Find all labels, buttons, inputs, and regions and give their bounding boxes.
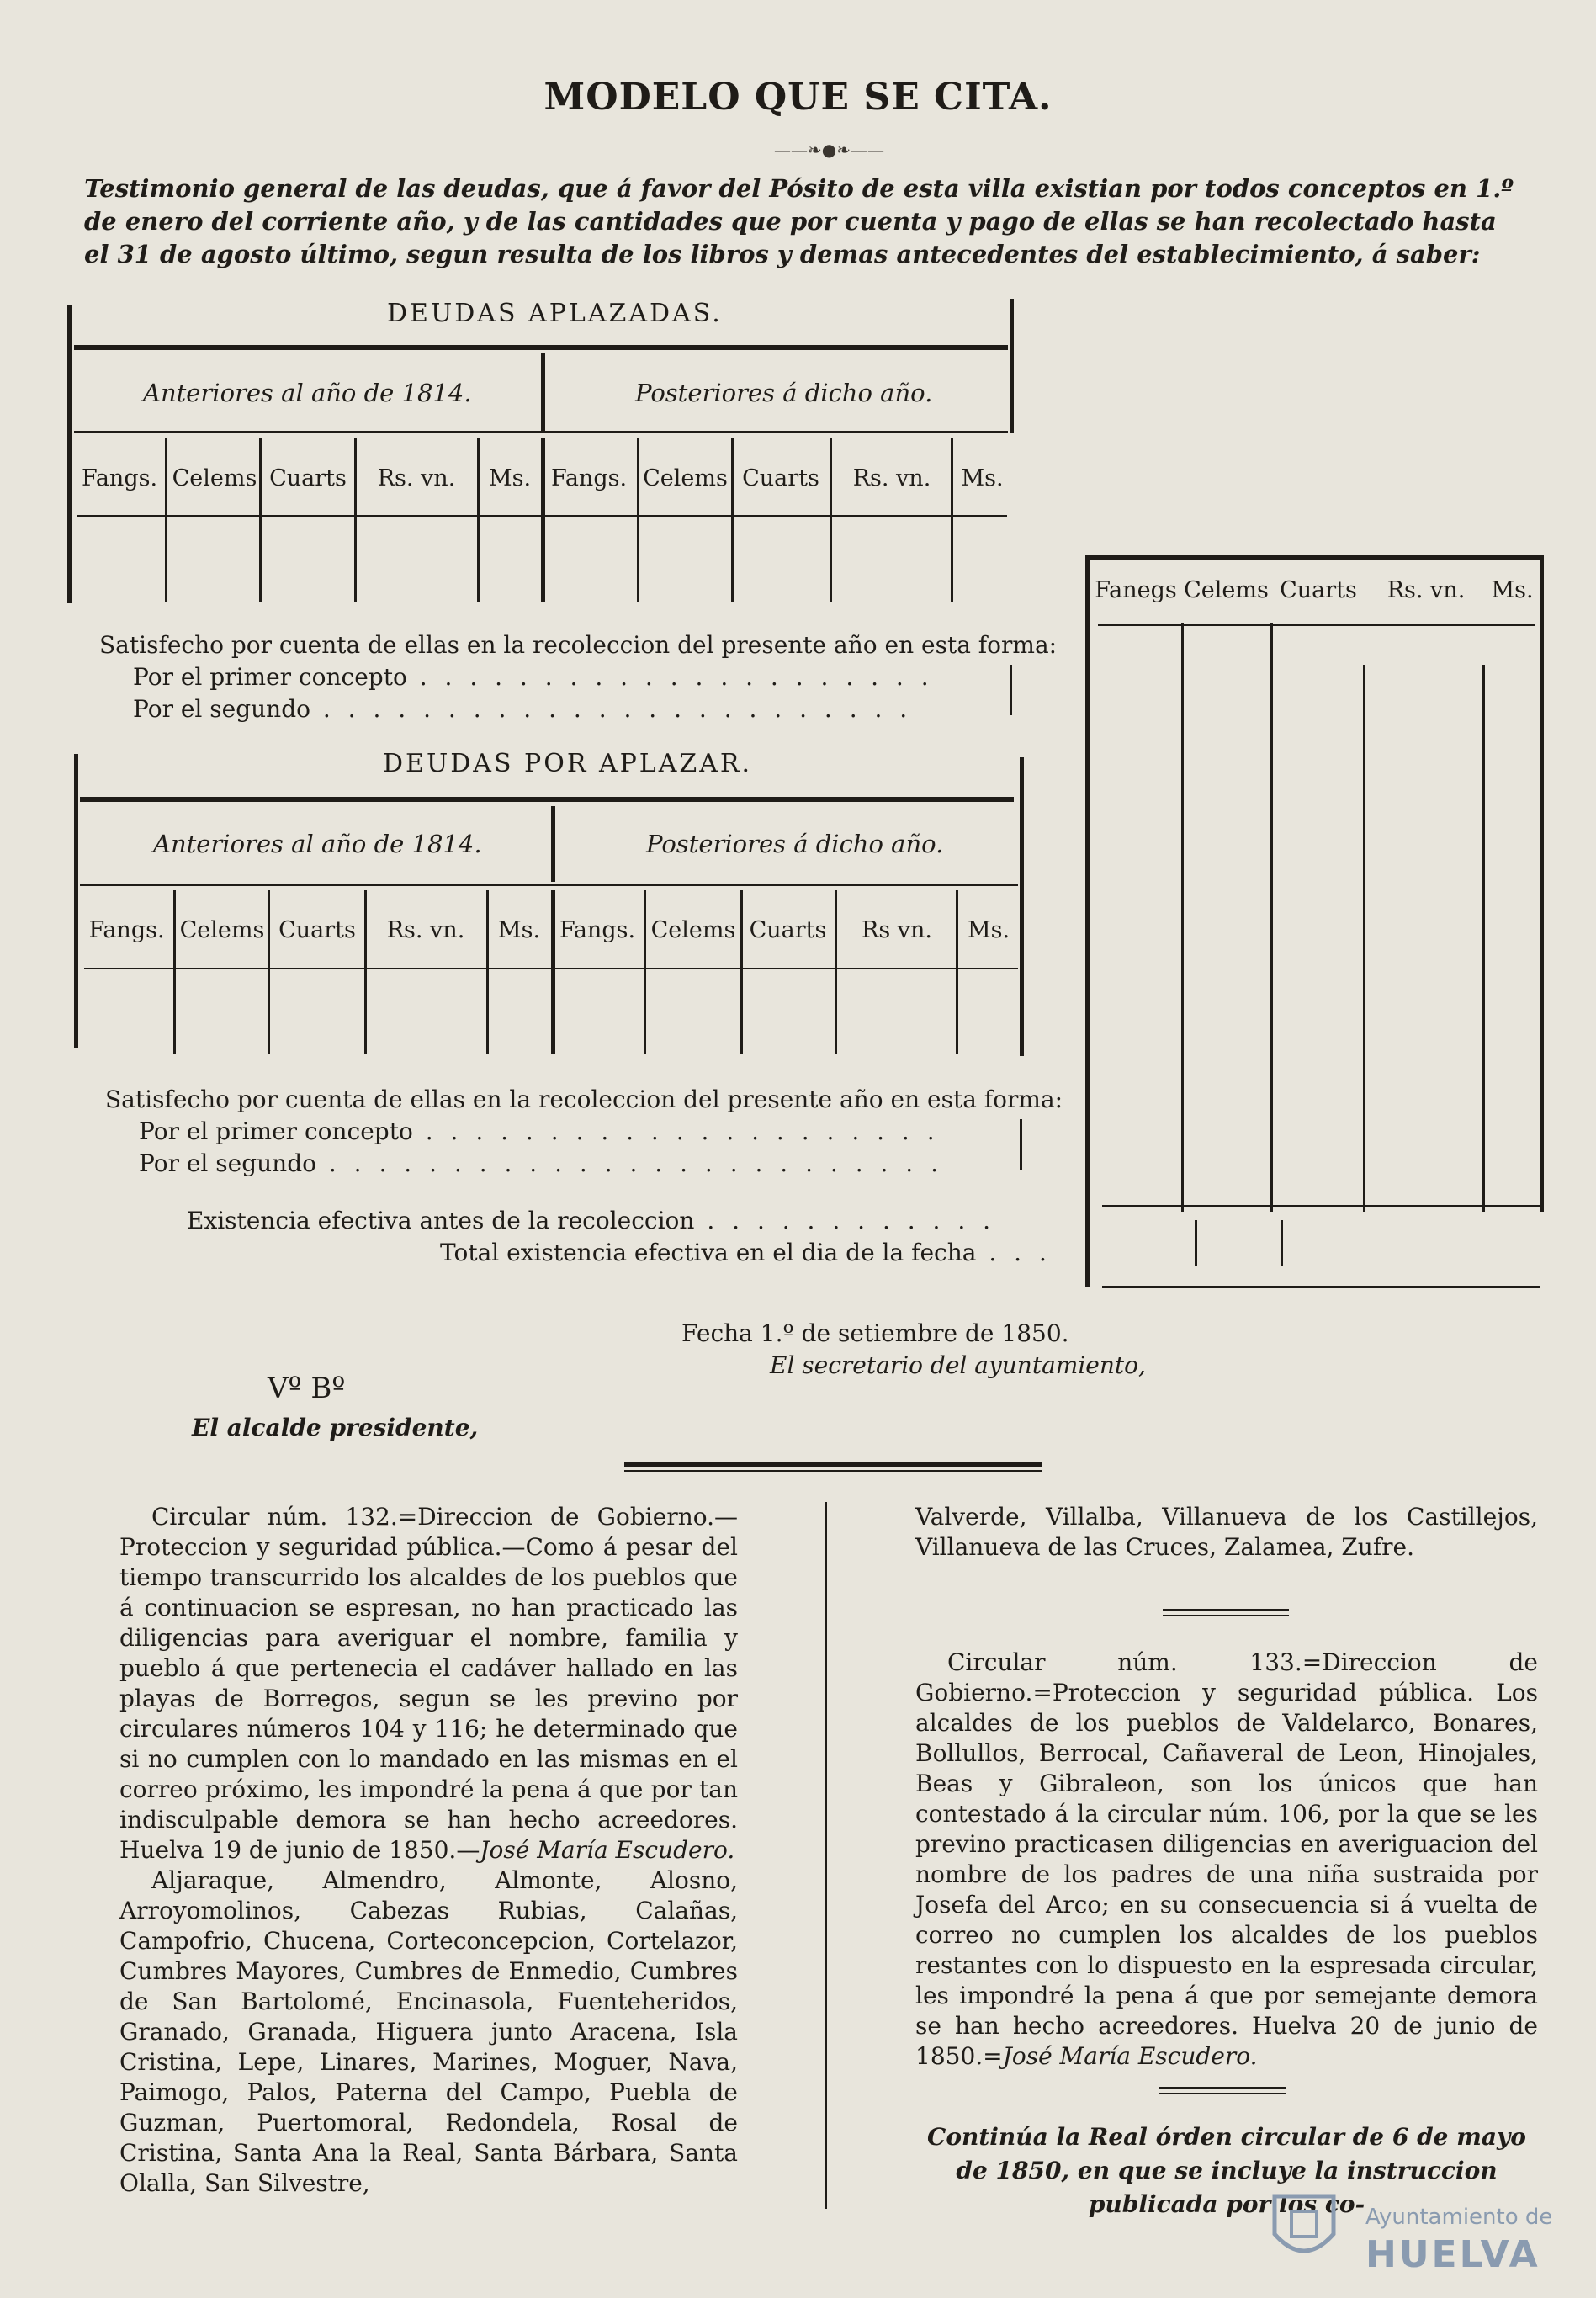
continua-note: Continúa la Real órden circular de 6 de mayo de 1850, en que se incluye la instruccion publicada por los co- bbox=[927, 2123, 1526, 2218]
intro-paragraph: Testimonio general de las deudas, que á favor del Pósito de esta villa existian por todos conceptos en 1.º de enero del corriente año, y de las cantidades que por cuenta y pago de ellas se han recolectado hasta el 31 de agosto último, segun resulta de los libros y demas antecedentes del establecimiento, á saber: bbox=[84, 174, 1514, 268]
t1-col-celems-r: Celems bbox=[643, 465, 728, 491]
t2-concept2: Por el segundo . . . . . . . . . . . . . . . . . . . . . . . . . bbox=[139, 1149, 944, 1177]
coat-of-arms-icon bbox=[1266, 2188, 1342, 2272]
t2-paid-line: Satisfecho por cuenta de ellas en la recoleccion del presente año en esta forma: bbox=[105, 1085, 1063, 1113]
mayor-line: El alcalde presidente, bbox=[192, 1414, 479, 1441]
t1-concept1: Por el primer concepto . . . . . . . . . . . . . . . . . . . . . bbox=[133, 663, 934, 691]
table2-right-group: Posteriores á dicho año. bbox=[646, 830, 944, 858]
table1-left-group: Anteriores al año de 1814. bbox=[143, 379, 472, 407]
t2-col-fangs: Fangs. bbox=[88, 917, 165, 943]
towns-continued: Valverde, Villalba, Villanueva de los Castillejos, Villanueva de las Cruces, Zalamea, Zufre. bbox=[915, 1503, 1538, 1561]
table2-left-group: Anteriores al año de 1814. bbox=[153, 830, 482, 858]
sum-col-ms: Ms. bbox=[1491, 577, 1534, 603]
sum-col-rsvn: Rs. vn. bbox=[1387, 577, 1466, 603]
t2-col-cuarts: Cuarts bbox=[278, 917, 356, 943]
sum-col-fanegs: Fanegs bbox=[1095, 577, 1177, 603]
date-line: Fecha 1.º de setiembre de 1850. bbox=[681, 1319, 1069, 1347]
table2-title: DEUDAS POR APLAZAR. bbox=[383, 749, 753, 778]
right-column bbox=[915, 1502, 1538, 1563]
t1-col-rsvn-r: Rs. vn. bbox=[852, 465, 931, 491]
t2-col-ms-r: Ms. bbox=[967, 917, 1010, 943]
t2-col-fangs-r: Fangs. bbox=[559, 917, 636, 943]
t2-concept1: Por el primer concepto . . . . . . . . . . . . . . . . . . . . . bbox=[139, 1117, 940, 1145]
table1-right-group: Posteriores á dicho año. bbox=[635, 379, 933, 407]
ornament-divider: ——❧●❧—— bbox=[774, 140, 884, 160]
t1-col-cuarts: Cuarts bbox=[269, 465, 347, 491]
circular-133: Circular núm. 133.=Direccion de Gobierno.=Proteccion y seguridad pública. Los alcaldes de los pueblos de Valdelarco, Bonares, Bollullos, Berrocal, Cañaveral de Leon, Hinojales, Beas y Gibraleon, son los únicos que han contestado á la circular núm. 106, por la que se les previno practicasen diligencias en averiguacion del nombre de los padres de una niña sustraida por Josefa del Arco; en su consecuencia si á vuelta de correo no cumplen los alcaldes de los pueblos restantes con lo dispuesto en la espresada circular, les impondré la pena á que por semejante demora se han hecho acreedores. Huelva 20 de junio de 1850.=José María Escudero. bbox=[915, 1648, 1538, 2070]
sum-col-celems: Celems bbox=[1184, 577, 1269, 603]
t1-col-fangs-r: Fangs. bbox=[550, 465, 628, 491]
t2-col-ms: Ms. bbox=[497, 917, 541, 943]
total-line: Total existencia efectiva en el dia de la fecha . . . bbox=[440, 1239, 1052, 1266]
t1-col-ms: Ms. bbox=[488, 465, 532, 491]
t2-col-celems: Celems bbox=[179, 917, 265, 943]
t1-col-fangs: Fangs. bbox=[81, 465, 158, 491]
t1-paid-line: Satisfecho por cuenta de ellas en la recoleccion del presente año en esta forma: bbox=[99, 631, 1058, 659]
t1-col-ms-r: Ms. bbox=[961, 465, 1004, 491]
secretary-line: El secretario del ayuntamiento, bbox=[770, 1351, 1146, 1379]
t1-col-rsvn: Rs. vn. bbox=[377, 465, 456, 491]
page-title: MODELO QUE SE CITA. bbox=[543, 76, 1053, 119]
t2-col-rsvn-r: Rs vn. bbox=[862, 917, 932, 943]
visto-bueno: Vº Bº bbox=[268, 1372, 346, 1405]
existence-line: Existencia efectiva antes de la recoleccion . . . . . . . . . . . . bbox=[187, 1207, 996, 1234]
sum-col-cuarts: Cuarts bbox=[1280, 577, 1357, 603]
t1-col-cuarts-r: Cuarts bbox=[742, 465, 819, 491]
circular-132: Circular núm. 132.=Direccion de Gobierno.—Proteccion y seguridad pública.—Como á pesar del tiempo transcurrido los alcaldes de los pueblos que á continuacion se espresan, no han practicado las diligencias para averiguar el nombre, familia y pueblo á que pertenecia el cadáver hallado en las playas de Borregos, segun se les previno por circulares números 104 y 116; he determinado que si no cumplen con lo mandado en las mismas en el correo próximo, les impondré la pena á que por tan indisculpable demora se han hecho acreedores. Huelva 19 de junio de 1850.—José María Escudero. Aljaraque, Almendro, Almonte, Alosno, Arroyomolinos, Cabezas Rubias, Calañas, Campofrio, Chucena, Corteconcepcion, Cortelazor, Cumbres Mayores, Cumbres de Enmedio, Cumbres de San Bartolomé, Encinasola, Fuenteheridos, Granado, Granada, Higuera junto Aracena, Isla Cristina, Lepe, Linares, Marines, Moguer, Nava, Paimogo, Palos, Paterna del Campo, Puebla de Guzman, Puertomoral, Redondela, Rosal de Cristina, Santa Ana la Real, Santa Bárbara, Santa Olalla, San Silvestre, bbox=[119, 1503, 738, 2197]
table1-title: DEUDAS APLAZADAS. bbox=[387, 299, 723, 328]
t2-col-celems-r: Celems bbox=[650, 917, 736, 943]
t2-col-rsvn: Rs. vn. bbox=[386, 917, 465, 943]
t1-concept2: Por el segundo . . . . . . . . . . . . . . . . . . . . . . . . bbox=[133, 695, 913, 723]
t1-col-celems: Celems bbox=[172, 465, 257, 491]
t2-col-cuarts-r: Cuarts bbox=[749, 917, 827, 943]
